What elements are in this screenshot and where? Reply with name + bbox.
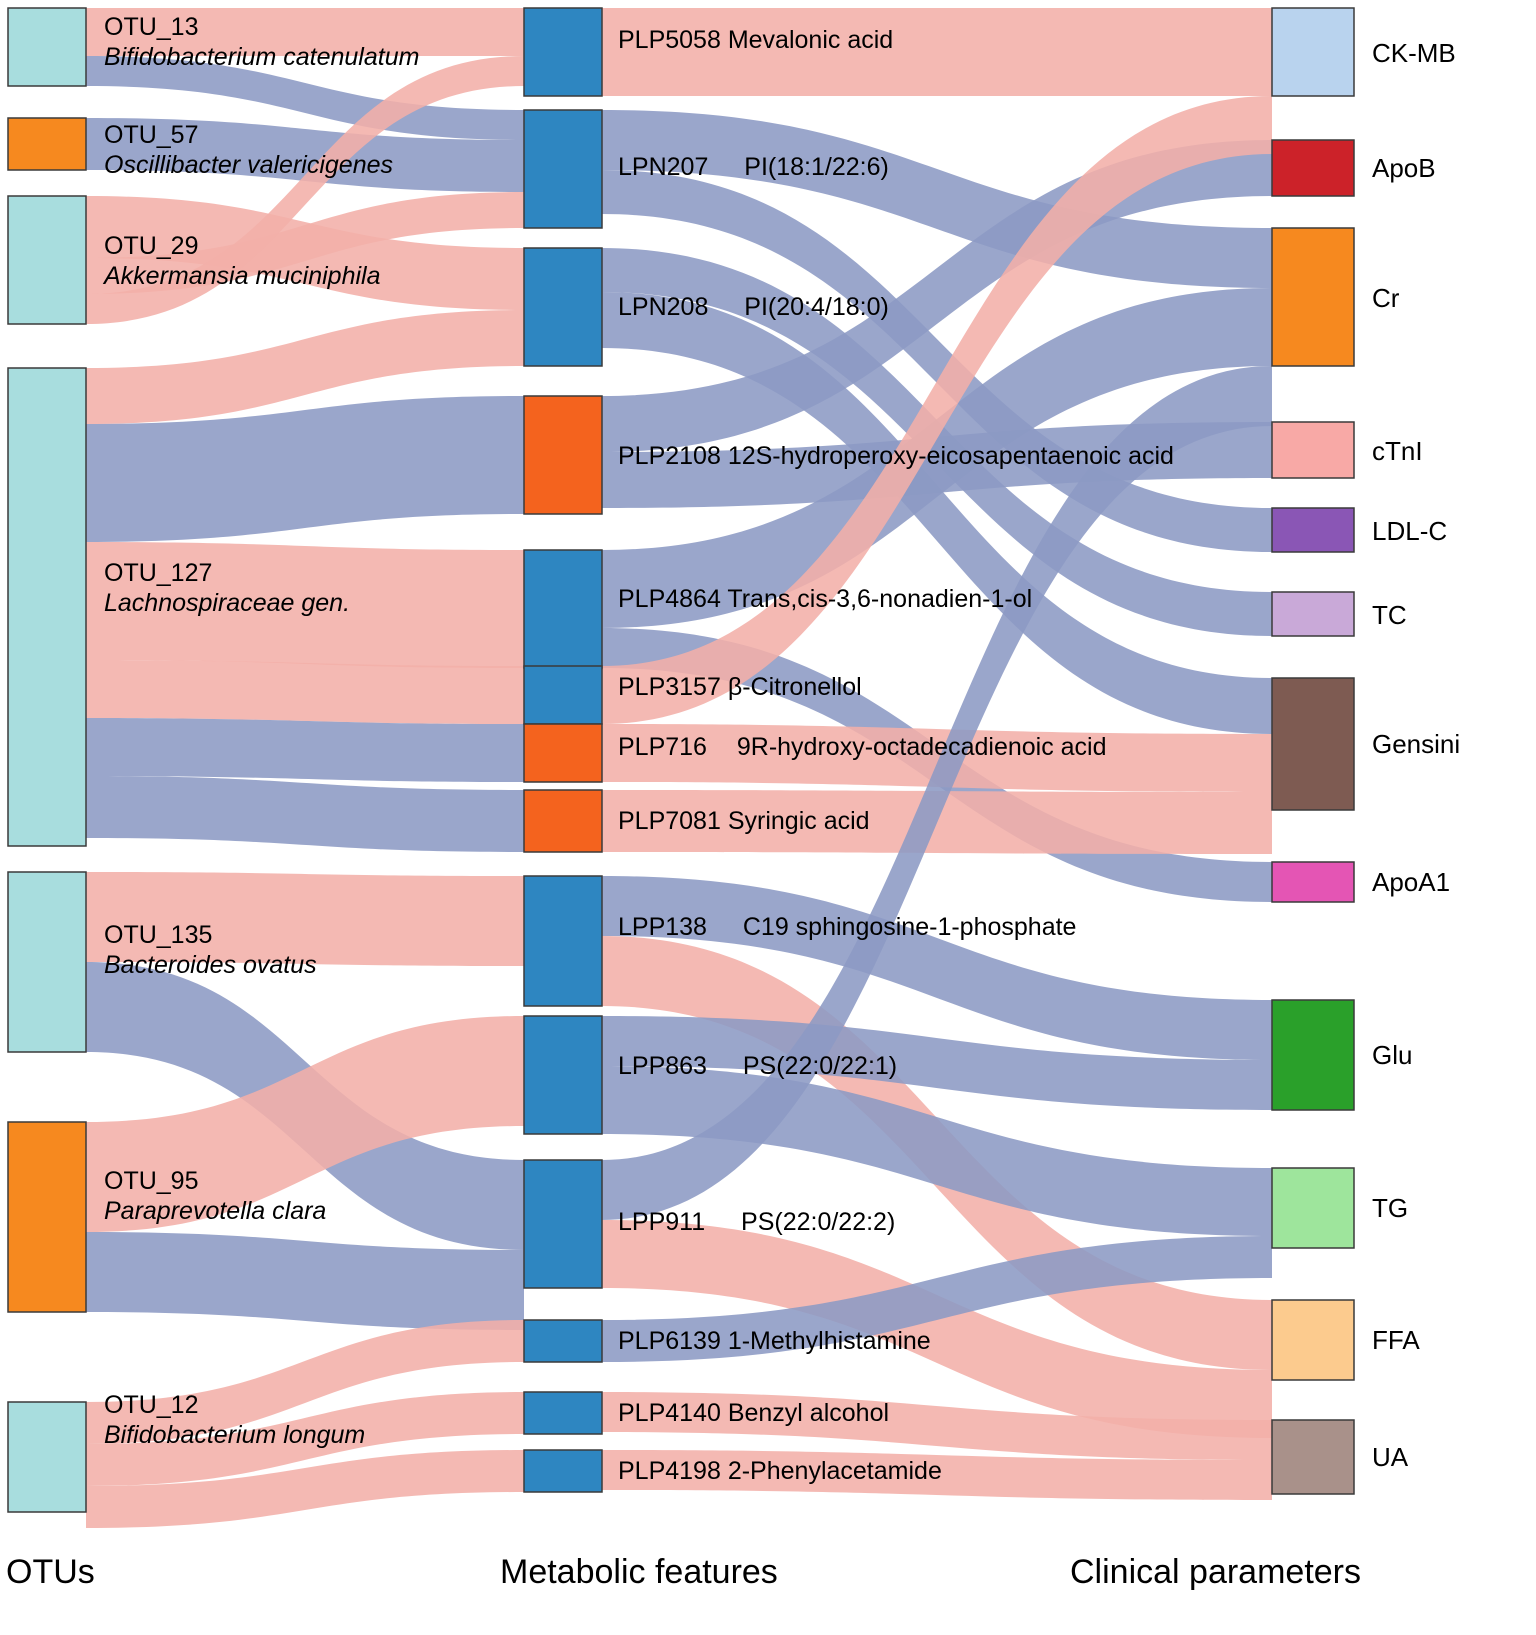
otu-label-OTU_57 [104,120,393,180]
otu-id: OTU_13 [104,13,199,41]
clinical-label-LDL-C: LDL-C [1372,516,1448,546]
metabolite-name: β-Citronellol [727,673,862,701]
metabolite-name: PI(18:1/22:6) [744,153,889,181]
sankey-node-OTU_12[interactable] [8,1402,86,1512]
clinical-label-CK-MB: CK-MB [1372,38,1456,68]
metabolite-name: 12S-hydroperoxy-eicosapentaenoic acid [727,442,1174,470]
sankey-node-PLP7081[interactable] [524,790,602,852]
otu-label-OTU_12 [104,1390,365,1450]
axis-title-clinical: Clinical parameters [1070,1553,1361,1591]
sankey-node-PLP4198[interactable] [524,1450,602,1492]
sankey-node-CK-MB[interactable] [1272,8,1354,96]
metabolite-label-PLP716 [618,733,1107,761]
clinical-label-Gensini: Gensini [1372,729,1461,759]
otu-species: Bacteroides ovatus [104,951,317,979]
clinical-label-cTnI: cTnI [1372,436,1423,466]
metabolite-code: LPP138 [618,913,707,941]
metabolite-name: PS(22:0/22:1) [742,1052,898,1080]
otu-id: OTU_12 [104,1391,199,1419]
metabolite-label-LPP911 [618,1208,895,1236]
clinical-label-UA: UA [1372,1442,1409,1472]
metabolite-name: PI(20:4/18:0) [744,293,889,321]
metabolite-code: LPP863 [618,1052,707,1080]
clinical-label-Glu: Glu [1372,1040,1413,1070]
metabolite-name: Syringic acid [727,807,870,835]
metabolite-name: 9R-hydroxy-octadecadienoic acid [736,733,1107,761]
sankey-node-FFA[interactable] [1272,1300,1354,1380]
metabolite-name: Trans,cis-3,6-nonadien-1-ol [727,585,1033,613]
sankey-node-OTU_29[interactable] [8,196,86,324]
metabolite-code: PLP4198 [618,1457,721,1485]
sankey-node-OTU_57[interactable] [8,118,86,170]
otu-species: Akkermansia muciniphila [104,262,381,290]
metabolite-code: PLP6139 [618,1327,721,1355]
metabolite-code: PLP7081 [618,807,721,835]
sankey-node-LPN208[interactable] [524,248,602,366]
sankey-node-TG[interactable] [1272,1168,1354,1248]
metabolite-code: PLP4864 [618,585,721,613]
metabolite-label-PLP4140 [618,1399,889,1427]
sankey-node-cTnI[interactable] [1272,422,1354,478]
metabolite-label-PLP3157 [618,673,862,701]
metabolite-name: 2-Phenylacetamide [727,1457,942,1485]
sankey-node-PLP5058[interactable] [524,8,602,96]
otu-label-OTU_127 [104,558,350,618]
clinical-label-TG: TG [1372,1193,1409,1223]
otu-species: Lachnospiraceae gen. [104,589,351,617]
metabolite-code: PLP3157 [618,673,721,701]
sankey-node-LPP911[interactable] [524,1160,602,1288]
otu-label-OTU_13 [104,12,419,72]
otu-id: OTU_95 [104,1167,199,1195]
metabolite-code: PLP4140 [618,1399,721,1427]
otu-label-OTU_29 [104,231,381,291]
clinical-label-Cr: Cr [1372,283,1400,313]
sankey-node-LDL-C[interactable] [1272,508,1354,552]
sankey-node-PLP3157[interactable] [524,666,602,724]
sankey-node-PLP4140[interactable] [524,1392,602,1434]
sankey-node-Glu[interactable] [1272,1000,1354,1110]
metabolite-label-LPN207 [618,153,889,181]
otu-id: OTU_57 [104,121,199,149]
metabolite-code: LPP911 [618,1208,706,1236]
metabolite-name: Benzyl alcohol [727,1399,890,1427]
sankey-node-ApoB[interactable] [1272,140,1354,196]
metabolite-name: Mevalonic acid [727,26,894,54]
metabolite-code: PLP5058 [618,26,721,54]
sankey-node-PLP4864[interactable] [524,550,602,668]
metabolite-label-PLP2108 [618,442,1174,470]
sankey-node-PLP6139[interactable] [524,1320,602,1362]
metabolite-name: PS(22:0/22:2) [741,1208,896,1236]
metabolite-label-LPN208 [618,293,889,321]
metabolite-code: LPN208 [618,293,709,321]
sankey-node-Cr[interactable] [1272,228,1354,366]
metabolite-label-PLP5058 [618,26,893,54]
axis-title-metabolic: Metabolic features [500,1553,778,1591]
clinical-label-TC: TC [1372,600,1407,630]
otu-species: Bifidobacterium longum [104,1421,366,1449]
sankey-node-ApoA1[interactable] [1272,862,1354,902]
metabolite-label-PLP4864 [618,585,1032,613]
metabolite-name: C19 sphingosine-1-phosphate [742,913,1077,941]
sankey-node-PLP716[interactable] [524,724,602,782]
sankey-node-LPP138[interactable] [524,876,602,1006]
metabolite-code: PLP716 [618,733,707,761]
sankey-node-OTU_127[interactable] [8,368,86,846]
otu-id: OTU_127 [104,559,213,587]
sankey-node-UA[interactable] [1272,1420,1354,1494]
clinical-label-FFA: FFA [1372,1325,1420,1355]
otu-id: OTU_135 [104,921,213,949]
sankey-node-OTU_95[interactable] [8,1122,86,1312]
axis-title-otus: OTUs [6,1553,95,1591]
sankey-node-LPN207[interactable] [524,110,602,228]
otu-id: OTU_29 [104,232,199,260]
otu-label-OTU_135 [104,920,317,980]
otu-label-OTU_95 [104,1166,326,1226]
metabolite-name: 1-Methylhistamine [727,1327,931,1355]
sankey-node-OTU_135[interactable] [8,872,86,1052]
metabolite-code: PLP2108 [618,442,721,470]
sankey-node-TC[interactable] [1272,592,1354,636]
sankey-node-PLP2108[interactable] [524,396,602,514]
otu-species: Oscillibacter valericigenes [104,151,394,179]
metabolite-code: LPN207 [618,153,709,181]
metabolite-label-PLP4198 [618,1457,942,1485]
sankey-node-Gensini[interactable] [1272,678,1354,810]
clinical-label-ApoA1: ApoA1 [1372,867,1451,897]
sankey-node-OTU_13[interactable] [8,8,86,86]
otu-species: Paraprevotella clara [104,1197,327,1225]
metabolite-label-PLP7081 [618,807,870,835]
otu-species: Bifidobacterium catenulatum [104,43,420,71]
sankey-node-LPP863[interactable] [524,1016,602,1134]
metabolite-label-LPP138 [618,913,1076,941]
clinical-label-ApoB: ApoB [1372,153,1436,183]
metabolite-label-PLP6139 [618,1327,931,1355]
metabolite-label-LPP863 [618,1052,897,1080]
